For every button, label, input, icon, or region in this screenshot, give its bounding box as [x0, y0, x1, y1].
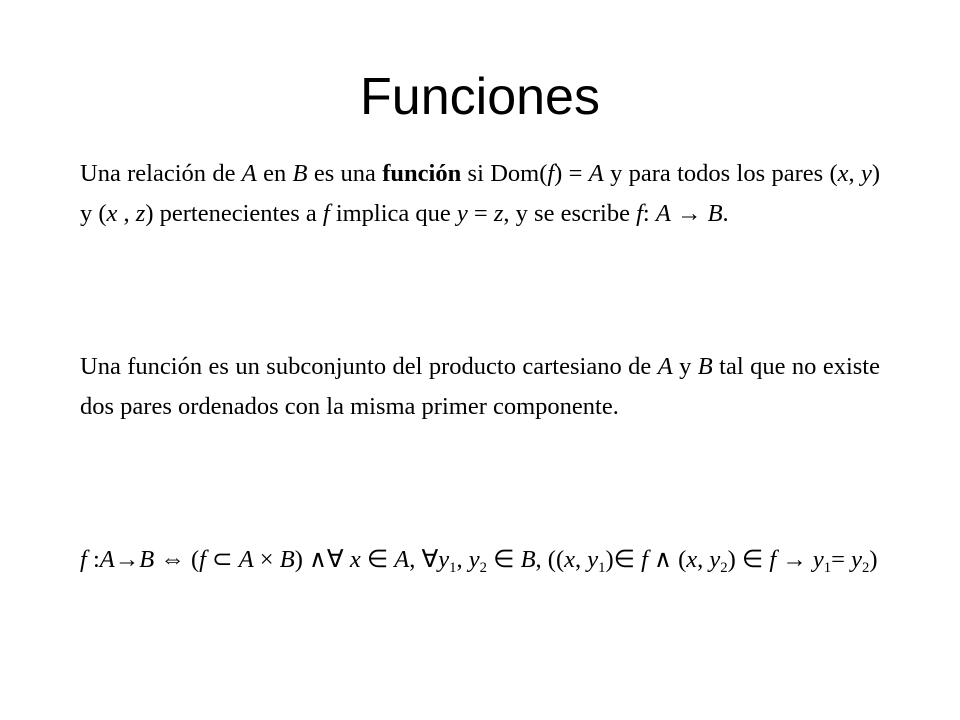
- text-segment: ∧ (: [647, 546, 687, 573]
- text-segment: ,: [697, 546, 710, 573]
- text-segment: ⇔ (: [154, 546, 200, 573]
- text-segment: si Dom(: [461, 160, 548, 187]
- text-segment: f: [547, 160, 555, 187]
- text-segment: B: [292, 160, 308, 187]
- text-segment: Una relación de: [80, 160, 242, 187]
- text-segment: f: [322, 200, 330, 227]
- text-segment: x: [686, 546, 698, 573]
- text-segment: z: [493, 200, 504, 227]
- text-segment: A: [238, 546, 254, 573]
- text-segment: f: [199, 546, 206, 573]
- text-segment: y: [812, 546, 824, 573]
- text-segment: , ∀: [409, 546, 439, 573]
- text-segment: A: [241, 160, 257, 187]
- formal-definition-formula: [80, 540, 880, 580]
- text-segment: A: [655, 200, 671, 227]
- text-segment: ) =: [554, 160, 589, 187]
- text-segment: ) ∧∀: [294, 546, 350, 573]
- text-segment: →: [670, 200, 708, 227]
- text-segment: en: [256, 160, 293, 187]
- text-segment: y: [587, 546, 599, 573]
- text-segment: ): [869, 546, 878, 573]
- slide-title: Funciones: [360, 68, 600, 126]
- text-segment: ∈: [360, 546, 395, 573]
- text-segment: y para todos los pares (: [603, 160, 838, 187]
- text-segment: .: [722, 200, 729, 227]
- text-segment: Una función es un subconjunto del producto cartesiano de: [80, 353, 658, 380]
- text-segment: A: [588, 160, 604, 187]
- subset-paragraph: [80, 347, 880, 427]
- text-segment: B: [707, 200, 723, 227]
- text-segment: x: [349, 546, 361, 573]
- text-segment: )∈: [605, 546, 642, 573]
- text-segment: x: [837, 160, 849, 187]
- text-segment: implica que: [329, 200, 457, 227]
- text-segment: ,: [456, 546, 469, 573]
- text-segment: y: [860, 160, 872, 187]
- text-segment: ) y (: [80, 160, 880, 227]
- text-segment: 1: [823, 560, 832, 577]
- text-segment: y: [851, 546, 862, 573]
- text-segment: es una: [307, 160, 383, 187]
- text-segment: 2: [861, 560, 870, 577]
- text-segment: ) pertenecientes a: [145, 200, 323, 227]
- text-segment: 2: [479, 560, 487, 577]
- text-segment: f: [641, 546, 648, 573]
- text-segment: 2: [720, 560, 728, 577]
- text-segment: ×: [253, 546, 280, 573]
- text-segment: A: [99, 546, 115, 573]
- text-segment: ,: [848, 160, 861, 187]
- text-segment: f: [636, 200, 643, 227]
- text-segment: B: [139, 546, 155, 573]
- text-segment: tal que no existe dos pares ordenados con la misma primer componente.: [80, 353, 880, 420]
- text-segment: ⊂: [205, 546, 239, 573]
- text-segment: ,: [117, 200, 136, 227]
- text-segment: z: [135, 200, 146, 227]
- text-segment: , ((: [535, 546, 565, 573]
- text-segment: ,: [574, 546, 588, 573]
- text-segment: y: [468, 546, 480, 573]
- text-segment: =: [467, 200, 494, 227]
- text-segment: x: [564, 546, 575, 573]
- text-segment: y: [438, 546, 450, 573]
- text-segment: A: [657, 353, 673, 380]
- text-segment: ∈: [486, 546, 521, 573]
- text-segment: 1: [449, 560, 457, 577]
- text-segment: y: [456, 200, 468, 227]
- text-segment: 1: [598, 560, 606, 577]
- text-segment: f: [80, 546, 87, 573]
- text-segment: B: [697, 353, 713, 380]
- text-segment: =: [831, 546, 852, 573]
- text-segment: f: [769, 546, 777, 573]
- text-segment: y: [672, 353, 698, 380]
- text-segment: :: [86, 546, 100, 573]
- text-segment: B: [520, 546, 536, 573]
- text-segment: función: [382, 160, 462, 187]
- text-segment: →: [114, 546, 140, 573]
- text-segment: y: [709, 546, 721, 573]
- text-segment: x: [106, 200, 118, 227]
- text-segment: ) ∈: [727, 546, 770, 573]
- text-segment: B: [279, 546, 295, 573]
- text-segment: :: [642, 200, 656, 227]
- text-segment: , y se escribe: [503, 200, 637, 227]
- text-segment: A: [394, 546, 410, 573]
- definition-paragraph: [80, 154, 880, 234]
- text-segment: →: [776, 546, 813, 573]
